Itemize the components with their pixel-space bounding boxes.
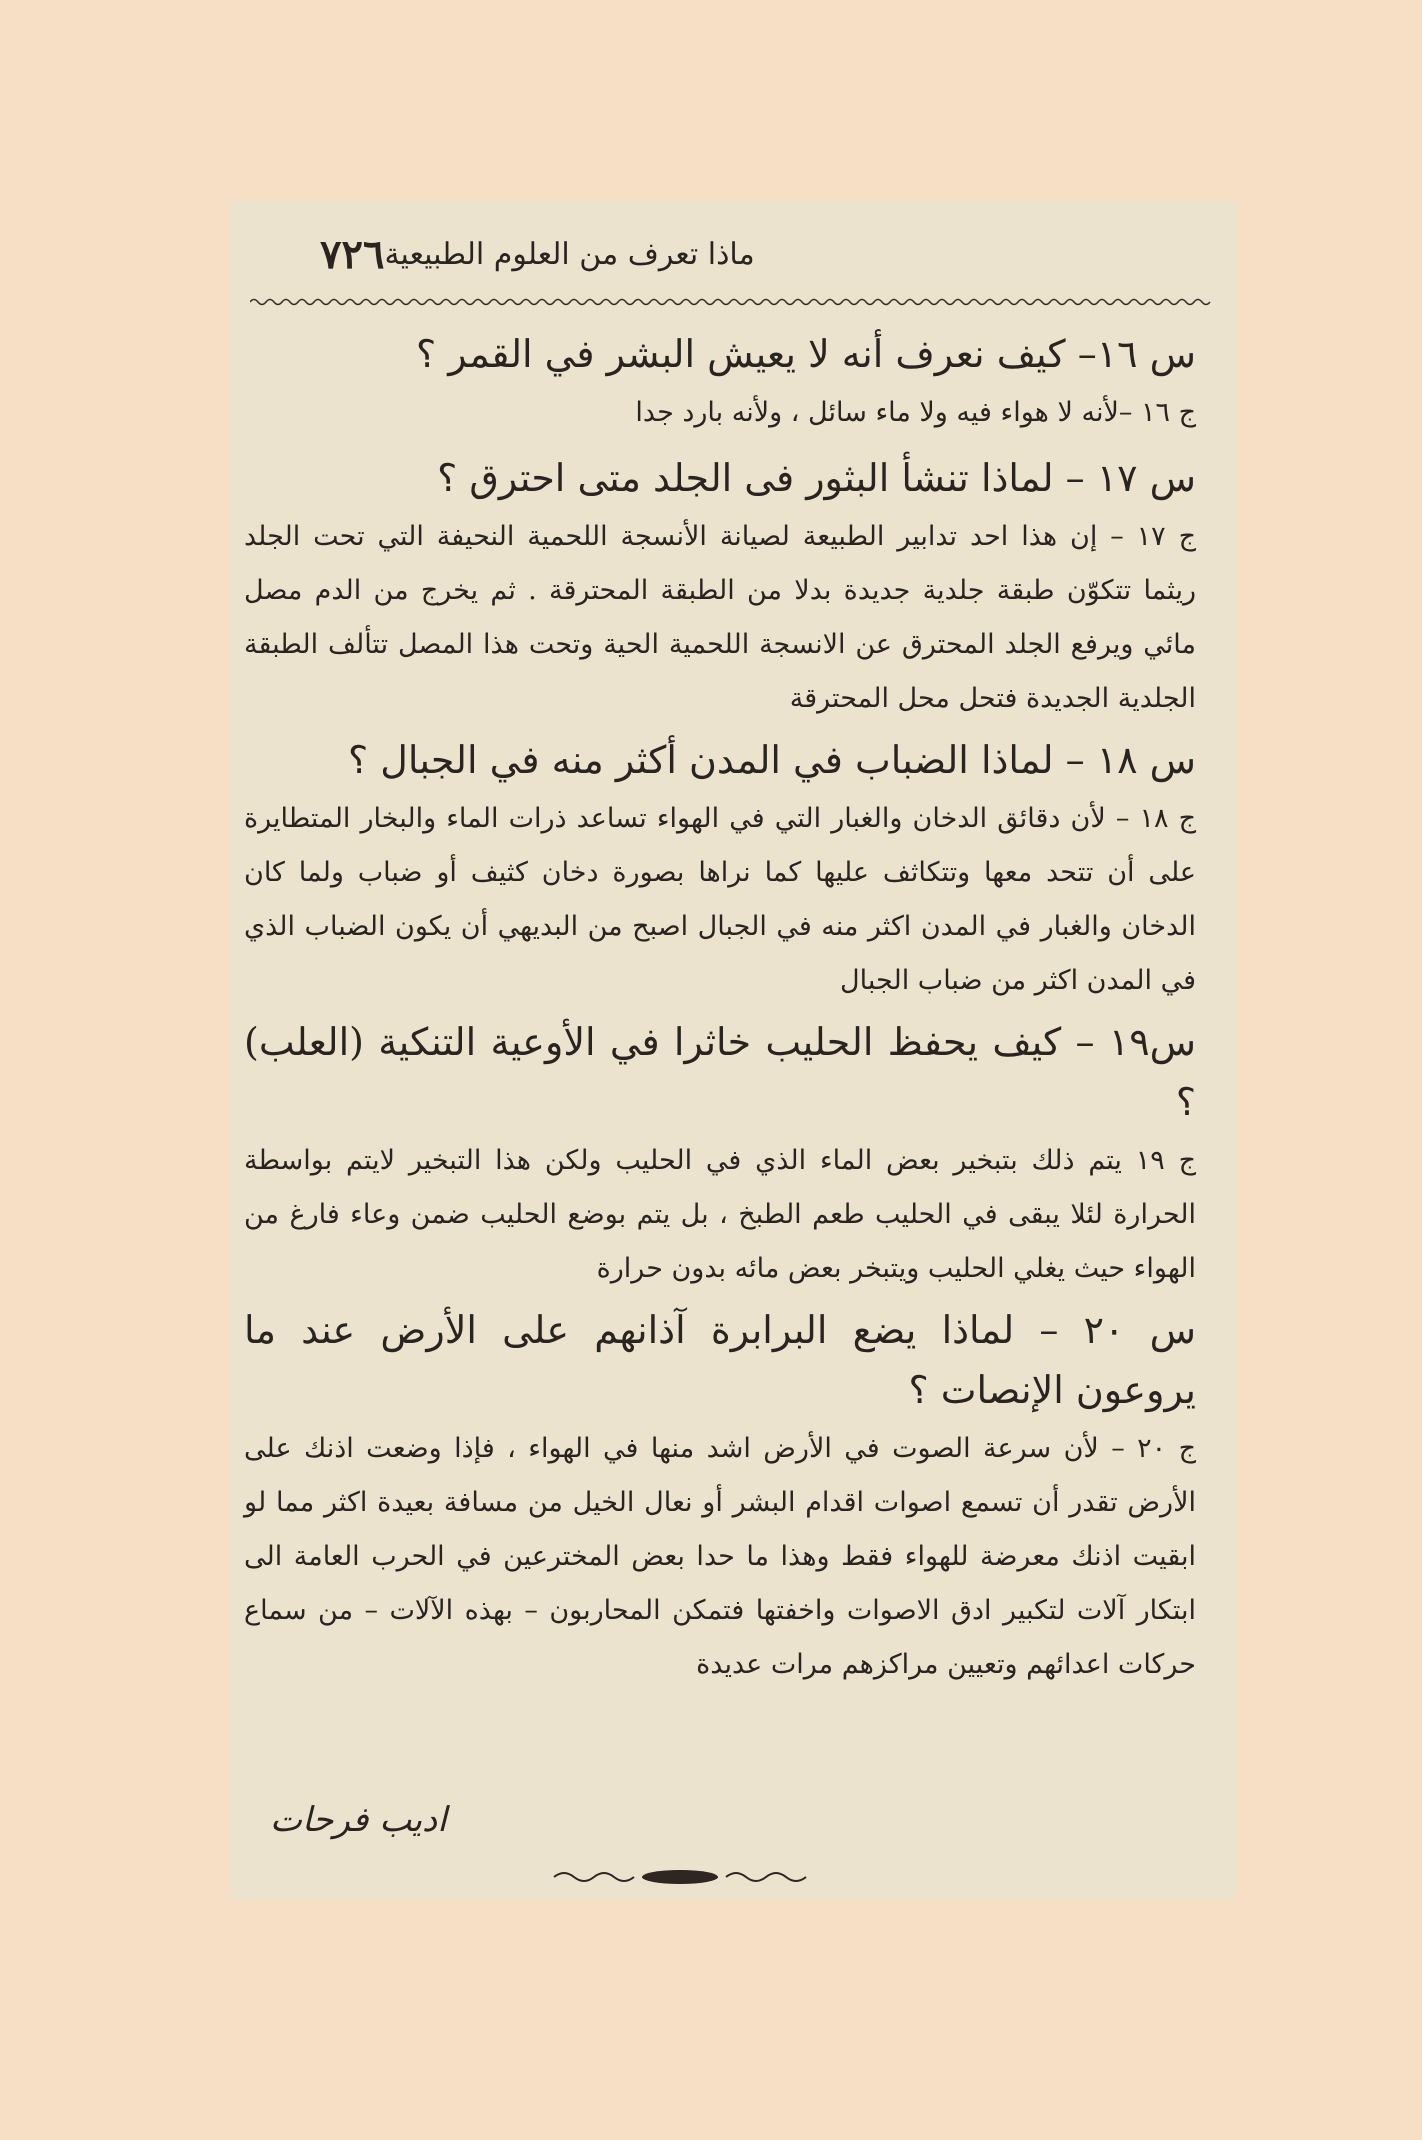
author-signature: اديب فرحات (270, 1800, 447, 1840)
answer-20: ج ٢٠ – لأن سرعة الصوت في الأرض اشد منها في الهواء ، فإذا وضعت اذنك على الأرض تقدر أن تسمع اصوات اقدام البشر أو نعال الخيل من مسافة بعيدة اكثر مما لو ابقيت اذنك معرضة للهواء فقط وهذا ما حدا بعض المخترعين في الحرب العامة الى ابتكار آلات لتكبير ادق الاصوات واخفتها فتمكن المحاربون – بهذه الآلات – من سماع حركات اعدائهم وتعيين مراكزهم مرات عديدة (244, 1433, 1197, 1680)
page-header (250, 214, 1216, 294)
question-19: س١٩ – كيف يحفظ الحليب خاثرا في الأوعية التنكية (العلب) ؟ (244, 1020, 1196, 1124)
question-20: س ٢٠ – لماذا يضع البرابرة آذانهم على الأرض عند ما يروعون الإنصات ؟ (244, 1308, 1196, 1412)
question-17: س ١٧ – لماذا تنشأ البثور فى الجلد متى احترق ؟ (437, 456, 1196, 500)
answer-19: ج ١٩ يتم ذلك بتبخير بعض الماء الذي في الحليب ولكن هذا التبخير لايتم بواسطة الحرارة لئلا يبقى في الحليب طعم الطبخ ، بل يتم بوضع الحليب ضمن وعاء فارغ من الهواء حيث يغلي الحليب ويتبخر بعض مائه بدون حرارة (244, 1145, 1196, 1284)
header-wavy-rule (250, 296, 1216, 308)
question-18: س ١٨ – لماذا الضباب في المدن أكثر منه في الجبال ؟ (348, 738, 1196, 782)
ornament-divider (550, 1868, 810, 1886)
document-page (230, 200, 1236, 1900)
answer-17: ج ١٧ – إن هذا احد تدابير الطبيعة لصيانة الأنسجة اللحمية النحيفة التي تحت الجلد ريثما تتكوّن طبقة جلدية جديدة بدلا من الطبقة المحترقة . ثم يخرج من الدم مصل مائي ويرفع الجلد المحترق عن الانسجة اللحمية الحية وتحت هذا المصل تتألف الطبقة الجلدية الجديدة فتحل محل المحترقة (244, 521, 1197, 714)
running-title: ماذا تعرف من العلوم الطبيعية (384, 236, 755, 272)
answer-16: ج ١٦ –لأنه لا هواء فيه ولا ماء سائل ، ولأنه بارد جدا (635, 397, 1196, 428)
page-number: ٧٢٦ (320, 230, 385, 278)
question-16: س ١٦– كيف نعرف أنه لا يعيش البشر في القمر ؟ (416, 332, 1196, 376)
answer-18: ج ١٨ – لأن دقائق الدخان والغبار التي في الهواء تساعد ذرات الماء والبخار المتطايرة على أن تتحد معها وتتكاثف عليها كما نراها بصورة دخان كثيف أو ضباب ولما كان الدخان والغبار في المدن اكثر منه في الجبال اصبح من البديهي أن يكون الضباب الذي في المدن اكثر من ضباب الجبال (244, 803, 1197, 996)
qa-content (244, 320, 1196, 1696)
